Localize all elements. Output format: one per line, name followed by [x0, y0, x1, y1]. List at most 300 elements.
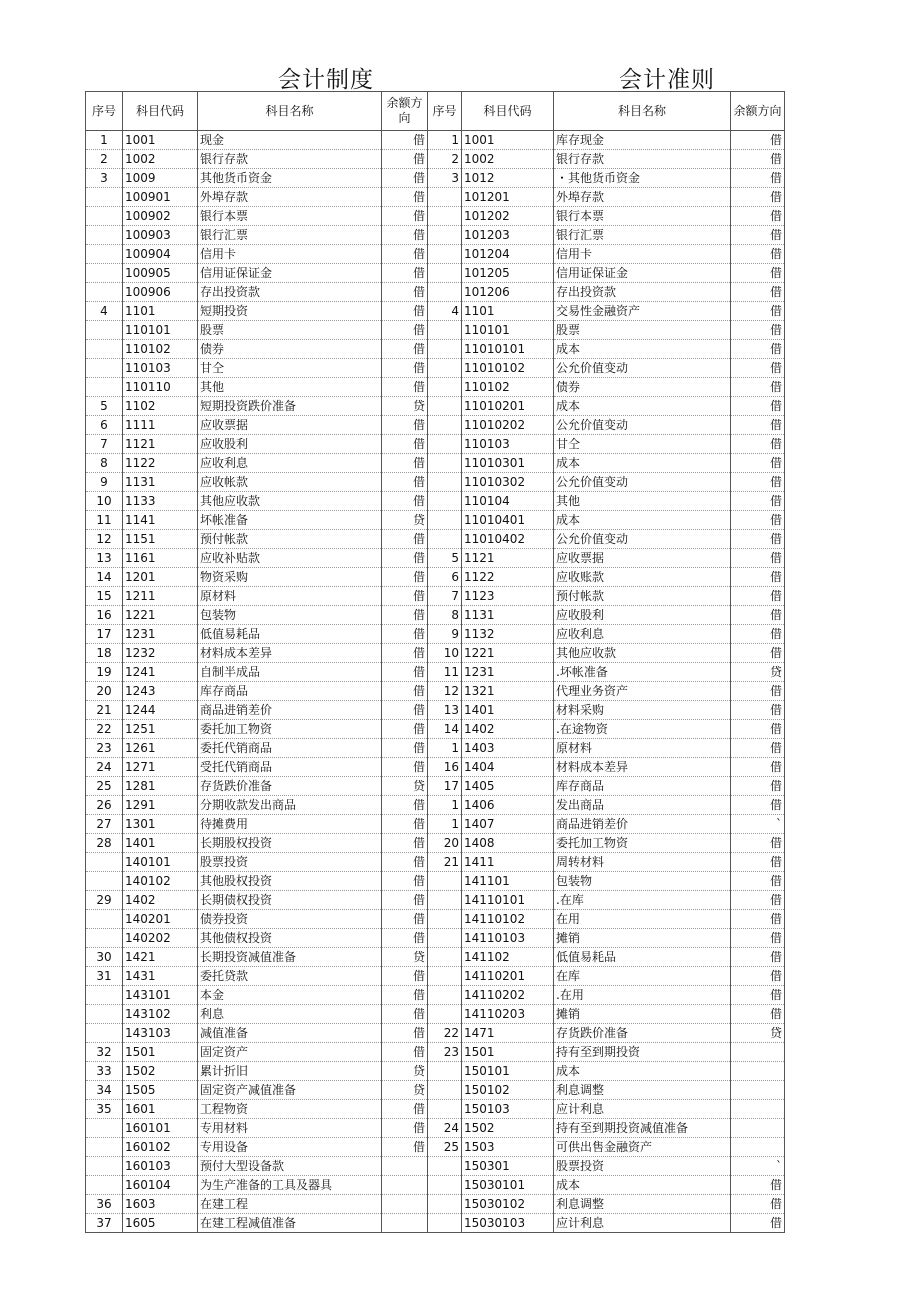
- cell-code: 1421: [123, 948, 198, 967]
- cell-direction: 借: [382, 720, 428, 739]
- cell-seq-2: [428, 1100, 462, 1119]
- cell-code-2: 1002: [462, 150, 554, 169]
- cell-seq: [86, 986, 123, 1005]
- cell-name: 债券: [198, 340, 382, 359]
- cell-direction-2: 借: [731, 530, 785, 549]
- table-row: [86, 1081, 785, 1100]
- cell-name: 减值准备: [198, 1024, 382, 1043]
- cell-code: 1102: [123, 397, 198, 416]
- table-row: [86, 568, 785, 587]
- cell-direction-2: 借: [731, 682, 785, 701]
- cell-direction: 借: [382, 454, 428, 473]
- cell-direction: 借: [382, 834, 428, 853]
- cell-name: 应收补贴款: [198, 549, 382, 568]
- cell-code: 1243: [123, 682, 198, 701]
- table-row: [86, 169, 785, 188]
- cell-seq-2: [428, 929, 462, 948]
- table-row: [86, 1119, 785, 1138]
- cell-code: 1402: [123, 891, 198, 910]
- cell-code: 1002: [123, 150, 198, 169]
- cell-seq: 37: [86, 1214, 123, 1233]
- cell-direction-2: 借: [731, 796, 785, 815]
- cell-seq-2: 9: [428, 625, 462, 644]
- cell-name: 工程物资: [198, 1100, 382, 1119]
- cell-name-2: 预付帐款: [554, 587, 731, 606]
- cell-name: 长期债权投资: [198, 891, 382, 910]
- cell-seq: [86, 1005, 123, 1024]
- cell-name-2: 公允价值变动: [554, 530, 731, 549]
- cell-code-2: 1121: [462, 549, 554, 568]
- cell-seq: 4: [86, 302, 123, 321]
- cell-name-2: 银行存款: [554, 150, 731, 169]
- cell-code-2: 1321: [462, 682, 554, 701]
- cell-code-2: 110101: [462, 321, 554, 340]
- cell-code: 100901: [123, 188, 198, 207]
- cell-name-2: 持有至到期投资: [554, 1043, 731, 1062]
- header-direction: 余额方向: [382, 92, 428, 131]
- cell-direction: 借: [382, 967, 428, 986]
- cell-code-2: 1101: [462, 302, 554, 321]
- cell-seq-2: [428, 283, 462, 302]
- cell-code: 1232: [123, 644, 198, 663]
- cell-name: 原材料: [198, 587, 382, 606]
- cell-direction-2: 借: [731, 169, 785, 188]
- table-row: [86, 264, 785, 283]
- cell-direction: 贷: [382, 948, 428, 967]
- cell-code-2: 11010102: [462, 359, 554, 378]
- cell-name: 委托贷款: [198, 967, 382, 986]
- cell-name: 本金: [198, 986, 382, 1005]
- cell-code: 143103: [123, 1024, 198, 1043]
- cell-name: 信用证保证金: [198, 264, 382, 283]
- cell-code: 1111: [123, 416, 198, 435]
- cell-code: 140102: [123, 872, 198, 891]
- cell-code-2: 101203: [462, 226, 554, 245]
- cell-seq: 11: [86, 511, 123, 530]
- cell-name-2: 存出投资款: [554, 283, 731, 302]
- cell-code: 1505: [123, 1081, 198, 1100]
- table-row: [86, 872, 785, 891]
- cell-name-2: 周转材料: [554, 853, 731, 872]
- cell-direction-2: 借: [731, 435, 785, 454]
- cell-seq-2: [428, 1081, 462, 1100]
- cell-name: 信用卡: [198, 245, 382, 264]
- cell-seq-2: [428, 1176, 462, 1195]
- cell-seq: 10: [86, 492, 123, 511]
- cell-direction: 贷: [382, 1081, 428, 1100]
- cell-direction: 借: [382, 1138, 428, 1157]
- cell-seq: 26: [86, 796, 123, 815]
- cell-name: 委托代销商品: [198, 739, 382, 758]
- cell-direction: 借: [382, 435, 428, 454]
- cell-code-2: 1122: [462, 568, 554, 587]
- cell-code: 100905: [123, 264, 198, 283]
- table-row: [86, 340, 785, 359]
- cell-name: 银行汇票: [198, 226, 382, 245]
- cell-code-2: 141102: [462, 948, 554, 967]
- cell-name-2: 成本: [554, 1062, 731, 1081]
- cell-code-2: 1402: [462, 720, 554, 739]
- cell-seq: 31: [86, 967, 123, 986]
- cell-name-2: 库存商品: [554, 777, 731, 796]
- cell-name-2: 甘仝: [554, 435, 731, 454]
- cell-code: 100904: [123, 245, 198, 264]
- table-row: [86, 853, 785, 872]
- cell-direction: 借: [382, 910, 428, 929]
- cell-code-2: 11010101: [462, 340, 554, 359]
- cell-code-2: 101205: [462, 264, 554, 283]
- header-code-2: 科目代码: [462, 92, 554, 131]
- table-row: [86, 1138, 785, 1157]
- cell-seq-2: [428, 397, 462, 416]
- cell-code-2: 1231: [462, 663, 554, 682]
- table-row: [86, 416, 785, 435]
- table-row: [86, 454, 785, 473]
- table-row: [86, 549, 785, 568]
- cell-seq-2: 22: [428, 1024, 462, 1043]
- cell-direction: 贷: [382, 511, 428, 530]
- cell-name-2: 材料采购: [554, 701, 731, 720]
- cell-name: 预付大型设备款: [198, 1157, 382, 1176]
- cell-name-2: 发出商品: [554, 796, 731, 815]
- table-row: [86, 302, 785, 321]
- table-row: [86, 663, 785, 682]
- cell-seq-2: [428, 245, 462, 264]
- table-row: [86, 150, 785, 169]
- title-accounting-standards: 会计准则: [619, 67, 715, 92]
- cell-seq: 28: [86, 834, 123, 853]
- header-name: 科目名称: [198, 92, 382, 131]
- table-row: [86, 245, 785, 264]
- cell-name-2: 公允价值变动: [554, 473, 731, 492]
- cell-seq: 5: [86, 397, 123, 416]
- cell-seq: [86, 264, 123, 283]
- cell-seq-2: 2: [428, 150, 462, 169]
- cell-code: 143101: [123, 986, 198, 1005]
- table-row: [86, 1195, 785, 1214]
- cell-name-2: 原材料: [554, 739, 731, 758]
- cell-direction-2: 借: [731, 340, 785, 359]
- cell-name: 应收票据: [198, 416, 382, 435]
- cell-name: 坏帐准备: [198, 511, 382, 530]
- cell-seq-2: [428, 910, 462, 929]
- cell-seq: 22: [86, 720, 123, 739]
- cell-direction: 借: [382, 663, 428, 682]
- cell-name: 其他货币资金: [198, 169, 382, 188]
- cell-direction: 借: [382, 131, 428, 150]
- cell-name-2: 信用证保证金: [554, 264, 731, 283]
- cell-code: 160103: [123, 1157, 198, 1176]
- cell-seq: 18: [86, 644, 123, 663]
- cell-seq-2: 25: [428, 1138, 462, 1157]
- cell-direction-2: 借: [731, 872, 785, 891]
- cell-direction-2: 借: [731, 188, 785, 207]
- cell-direction: 借: [382, 530, 428, 549]
- cell-name-2: 库存现金: [554, 131, 731, 150]
- cell-code-2: 1401: [462, 701, 554, 720]
- cell-direction-2: `: [731, 815, 785, 834]
- cell-seq: [86, 378, 123, 397]
- cell-code: 1241: [123, 663, 198, 682]
- cell-direction: 借: [382, 302, 428, 321]
- cell-seq: [86, 929, 123, 948]
- cell-name: 专用材料: [198, 1119, 382, 1138]
- cell-name-2: .在库: [554, 891, 731, 910]
- cell-direction: 借: [382, 207, 428, 226]
- cell-name-2: 应计利息: [554, 1214, 731, 1233]
- table-row: [86, 967, 785, 986]
- cell-code: 1244: [123, 701, 198, 720]
- cell-seq: 24: [86, 758, 123, 777]
- table-row: [86, 511, 785, 530]
- cell-direction-2: 借: [731, 1214, 785, 1233]
- cell-name: 为生产准备的工具及器具: [198, 1176, 382, 1195]
- cell-code: 1231: [123, 625, 198, 644]
- cell-code-2: 11010301: [462, 454, 554, 473]
- cell-name: 银行本票: [198, 207, 382, 226]
- cell-direction-2: 贷: [731, 663, 785, 682]
- cell-direction-2: 借: [731, 929, 785, 948]
- cell-code: 1001: [123, 131, 198, 150]
- cell-name-2: 股票投资: [554, 1157, 731, 1176]
- table-row: [86, 473, 785, 492]
- cell-seq: 15: [86, 587, 123, 606]
- cell-direction: 借: [382, 169, 428, 188]
- cell-code-2: 11010302: [462, 473, 554, 492]
- cell-name-2: 股票: [554, 321, 731, 340]
- cell-direction-2: 借: [731, 587, 785, 606]
- cell-direction-2: 借: [731, 150, 785, 169]
- cell-seq: 27: [86, 815, 123, 834]
- cell-code: 1603: [123, 1195, 198, 1214]
- cell-seq: 14: [86, 568, 123, 587]
- cell-name-2: 银行汇票: [554, 226, 731, 245]
- cell-seq: [86, 188, 123, 207]
- cell-seq: 30: [86, 948, 123, 967]
- cell-name: 物资采购: [198, 568, 382, 587]
- cell-name-2: 委托加工物资: [554, 834, 731, 853]
- cell-name: 固定资产: [198, 1043, 382, 1062]
- cell-direction-2: 借: [731, 1005, 785, 1024]
- cell-seq: 20: [86, 682, 123, 701]
- cell-direction-2: 借: [731, 511, 785, 530]
- cell-direction: 借: [382, 739, 428, 758]
- cell-name: 包装物: [198, 606, 382, 625]
- cell-name: 低值易耗品: [198, 625, 382, 644]
- cell-name: 股票投资: [198, 853, 382, 872]
- cell-code-2: 1001: [462, 131, 554, 150]
- cell-direction: 借: [382, 150, 428, 169]
- cell-direction-2: 借: [731, 321, 785, 340]
- table-row: [86, 587, 785, 606]
- cell-direction: 借: [382, 378, 428, 397]
- cell-seq-2: [428, 340, 462, 359]
- cell-name-2: 包装物: [554, 872, 731, 891]
- table-row: [86, 321, 785, 340]
- cell-code: 1201: [123, 568, 198, 587]
- cell-name-2: 应计利息: [554, 1100, 731, 1119]
- table-row: [86, 1043, 785, 1062]
- cell-code: 140201: [123, 910, 198, 929]
- cell-code: 1101: [123, 302, 198, 321]
- cell-code-2: 1123: [462, 587, 554, 606]
- cell-direction: 借: [382, 473, 428, 492]
- cell-seq: 36: [86, 1195, 123, 1214]
- cell-direction-2: 借: [731, 207, 785, 226]
- cell-seq-2: 14: [428, 720, 462, 739]
- cell-seq: [86, 1024, 123, 1043]
- cell-direction: 借: [382, 492, 428, 511]
- cell-code-2: 110103: [462, 435, 554, 454]
- table-row: [86, 986, 785, 1005]
- cell-name-2: 应收利息: [554, 625, 731, 644]
- cell-code-2: 150301: [462, 1157, 554, 1176]
- cell-seq-2: [428, 1062, 462, 1081]
- cell-direction-2: 借: [731, 359, 785, 378]
- table-row: [86, 948, 785, 967]
- cell-code: 1601: [123, 1100, 198, 1119]
- cell-direction-2: [731, 1062, 785, 1081]
- cell-name-2: 应收股利: [554, 606, 731, 625]
- cell-code-2: 1404: [462, 758, 554, 777]
- cell-name-2: 代理业务资产: [554, 682, 731, 701]
- cell-direction: 借: [382, 986, 428, 1005]
- cell-seq: 17: [86, 625, 123, 644]
- cell-seq-2: [428, 492, 462, 511]
- table-row: [86, 644, 785, 663]
- table-row: [86, 1214, 785, 1233]
- cell-code-2: 1403: [462, 739, 554, 758]
- table-row: [86, 758, 785, 777]
- cell-code-2: 1012: [462, 169, 554, 188]
- cell-direction-2: 借: [731, 625, 785, 644]
- table-row: [86, 1062, 785, 1081]
- cell-seq-2: 6: [428, 568, 462, 587]
- cell-name: 应收股利: [198, 435, 382, 454]
- cell-direction-2: 借: [731, 283, 785, 302]
- cell-seq-2: [428, 454, 462, 473]
- cell-code-2: 14110202: [462, 986, 554, 1005]
- cell-seq: 6: [86, 416, 123, 435]
- cell-seq-2: [428, 967, 462, 986]
- cell-seq-2: 4: [428, 302, 462, 321]
- cell-name: 其他债权投资: [198, 929, 382, 948]
- cell-code: 1401: [123, 834, 198, 853]
- cell-seq-2: 12: [428, 682, 462, 701]
- cell-code-2: 110102: [462, 378, 554, 397]
- cell-name: 利息: [198, 1005, 382, 1024]
- table-row: [86, 1157, 785, 1176]
- cell-direction-2: 借: [731, 245, 785, 264]
- cell-seq: [86, 1138, 123, 1157]
- page-titles: [0, 66, 920, 92]
- account-comparison-table: [85, 91, 785, 1233]
- cell-direction: 借: [382, 929, 428, 948]
- cell-seq-2: 13: [428, 701, 462, 720]
- cell-direction: 借: [382, 587, 428, 606]
- cell-code-2: 1408: [462, 834, 554, 853]
- cell-code: 1009: [123, 169, 198, 188]
- cell-direction: 借: [382, 1024, 428, 1043]
- cell-code-2: 150103: [462, 1100, 554, 1119]
- cell-name-2: 银行本票: [554, 207, 731, 226]
- cell-seq: 32: [86, 1043, 123, 1062]
- header-name-2: 科目名称: [554, 92, 731, 131]
- cell-code-2: 1411: [462, 853, 554, 872]
- cell-seq-2: [428, 321, 462, 340]
- cell-code: 1281: [123, 777, 198, 796]
- cell-seq: [86, 872, 123, 891]
- table-row: [86, 435, 785, 454]
- cell-direction: 借: [382, 606, 428, 625]
- cell-code-2: 11010202: [462, 416, 554, 435]
- cell-direction: 贷: [382, 1062, 428, 1081]
- cell-direction-2: 借: [731, 739, 785, 758]
- cell-name: 短期投资跌价准备: [198, 397, 382, 416]
- cell-direction-2: 借: [731, 986, 785, 1005]
- cell-direction-2: 借: [731, 397, 785, 416]
- cell-direction: 借: [382, 1100, 428, 1119]
- cell-name-2: 在用: [554, 910, 731, 929]
- cell-code: 100902: [123, 207, 198, 226]
- cell-name-2: 摊销: [554, 929, 731, 948]
- cell-name: 商品进销差价: [198, 701, 382, 720]
- cell-code: 1141: [123, 511, 198, 530]
- cell-code-2: 14110103: [462, 929, 554, 948]
- table-row: [86, 1005, 785, 1024]
- cell-name: 库存商品: [198, 682, 382, 701]
- table-row: [86, 226, 785, 245]
- cell-seq-2: 1: [428, 815, 462, 834]
- cell-code-2: 101204: [462, 245, 554, 264]
- cell-seq-2: [428, 188, 462, 207]
- cell-seq-2: [428, 986, 462, 1005]
- table-body: [86, 131, 785, 1233]
- cell-seq-2: [428, 1214, 462, 1233]
- cell-code: 1121: [123, 435, 198, 454]
- cell-seq-2: [428, 378, 462, 397]
- cell-name: 专用设备: [198, 1138, 382, 1157]
- table-row: [86, 834, 785, 853]
- cell-code-2: 14110201: [462, 967, 554, 986]
- cell-direction: 借: [382, 321, 428, 340]
- cell-direction-2: 借: [731, 378, 785, 397]
- cell-seq: [86, 283, 123, 302]
- cell-direction: 借: [382, 701, 428, 720]
- cell-code-2: 101206: [462, 283, 554, 302]
- table-row: [86, 739, 785, 758]
- cell-name-2: 存货跌价准备: [554, 1024, 731, 1043]
- cell-code-2: 1503: [462, 1138, 554, 1157]
- cell-name: 委托加工物资: [198, 720, 382, 739]
- cell-name: 短期投资: [198, 302, 382, 321]
- cell-name: 预付帐款: [198, 530, 382, 549]
- cell-name: 其他应收款: [198, 492, 382, 511]
- cell-name-2: ・其他货币资金: [554, 169, 731, 188]
- cell-seq-2: [428, 416, 462, 435]
- cell-direction-2: 借: [731, 701, 785, 720]
- cell-seq: 34: [86, 1081, 123, 1100]
- cell-name: 存出投资款: [198, 283, 382, 302]
- cell-name-2: 持有至到期投资减值准备: [554, 1119, 731, 1138]
- cell-direction-2: 借: [731, 910, 785, 929]
- cell-code: 1501: [123, 1043, 198, 1062]
- cell-direction-2: 借: [731, 853, 785, 872]
- cell-name-2: 成本: [554, 397, 731, 416]
- cell-name-2: 信用卡: [554, 245, 731, 264]
- table-row: [86, 207, 785, 226]
- cell-code: 160104: [123, 1176, 198, 1195]
